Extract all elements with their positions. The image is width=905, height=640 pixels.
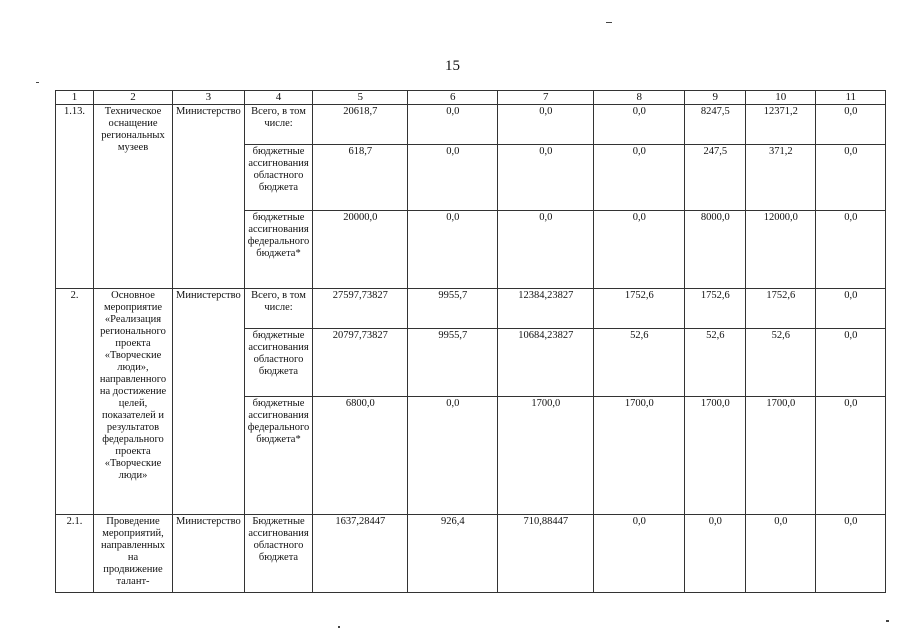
funding-source: бюджетные ассигнования федерального бюджета*	[244, 211, 313, 289]
value-cell: 0,0	[685, 515, 746, 593]
value-cell: 0,0	[498, 211, 594, 289]
value-cell: 1700,0	[594, 397, 685, 515]
page-number: 15	[445, 58, 460, 74]
value-cell: 618,7	[313, 145, 408, 211]
funding-source: бюджетные ассигнования областного бюджета	[244, 329, 313, 397]
value-cell: 0,0	[594, 515, 685, 593]
value-cell: 0,0	[816, 145, 886, 211]
value-cell: 0,0	[594, 145, 685, 211]
value-cell: 6800,0	[313, 397, 408, 515]
value-cell: 9955,7	[408, 329, 498, 397]
header-cell: 3	[173, 91, 245, 105]
value-cell: 8247,5	[685, 105, 746, 145]
value-cell: 12000,0	[746, 211, 816, 289]
header-cell: 7	[498, 91, 594, 105]
item-executor: Министерство	[173, 515, 245, 593]
item-number: 2.1.	[56, 515, 94, 593]
value-cell: 0,0	[594, 105, 685, 145]
value-cell: 1752,6	[746, 289, 816, 329]
header-cell: 11	[816, 91, 886, 105]
item-name: Проведение мероприятий, направленных на продвижение талант-	[94, 515, 173, 593]
value-cell: 247,5	[685, 145, 746, 211]
item-executor: Министерство	[173, 289, 245, 515]
value-cell: 12371,2	[746, 105, 816, 145]
funding-source: Всего, в том числе:	[244, 105, 313, 145]
value-cell: 0,0	[594, 211, 685, 289]
value-cell: 20000,0	[313, 211, 408, 289]
value-cell: 710,88447	[498, 515, 594, 593]
value-cell: 1700,0	[685, 397, 746, 515]
value-cell: 0,0	[746, 515, 816, 593]
funding-source: бюджетные ассигнования федерального бюджета*	[244, 397, 313, 515]
value-cell: 27597,73827	[313, 289, 408, 329]
funding-source: бюджетные ассигнования областного бюджета	[244, 145, 313, 211]
value-cell: 0,0	[816, 329, 886, 397]
header-cell: 1	[56, 91, 94, 105]
value-cell: 0,0	[408, 105, 498, 145]
value-cell: 9955,7	[408, 289, 498, 329]
value-cell: 0,0	[816, 515, 886, 593]
table-row	[56, 105, 886, 145]
value-cell: 52,6	[746, 329, 816, 397]
value-cell: 0,0	[816, 289, 886, 329]
value-cell: 0,0	[816, 105, 886, 145]
funding-source: Бюджетные ассигнования областного бюджета	[244, 515, 313, 593]
header-cell: 4	[244, 91, 313, 105]
value-cell: 0,0	[408, 211, 498, 289]
value-cell: 52,6	[685, 329, 746, 397]
value-cell: 12384,23827	[498, 289, 594, 329]
value-cell: 1752,6	[685, 289, 746, 329]
item-executor: Министерство	[173, 105, 245, 289]
value-cell: 371,2	[746, 145, 816, 211]
header-row	[56, 91, 886, 105]
value-cell: 0,0	[408, 397, 498, 515]
value-cell: 0,0	[498, 105, 594, 145]
value-cell: 0,0	[408, 145, 498, 211]
header-cell: 8	[594, 91, 685, 105]
value-cell: 20618,7	[313, 105, 408, 145]
header-cell: 10	[746, 91, 816, 105]
value-cell: 0,0	[816, 397, 886, 515]
item-name: Основное мероприятие «Реализация регионального проекта «Творческие люди», направленного на достижение целей, показателей и результатов федерального проекта «Творческие люди»	[94, 289, 173, 515]
value-cell: 0,0	[498, 145, 594, 211]
value-cell: 926,4	[408, 515, 498, 593]
value-cell: 1637,28447	[313, 515, 408, 593]
header-cell: 2	[94, 91, 173, 105]
value-cell: 1700,0	[498, 397, 594, 515]
value-cell: 1700,0	[746, 397, 816, 515]
value-cell: 1752,6	[594, 289, 685, 329]
item-number: 2.	[56, 289, 94, 515]
value-cell: 8000,0	[685, 211, 746, 289]
budget-table	[55, 90, 886, 593]
value-cell: 52,6	[594, 329, 685, 397]
scan-speck	[338, 626, 340, 628]
value-cell: 10684,23827	[498, 329, 594, 397]
header-cell: 5	[313, 91, 408, 105]
item-name: Техническое оснащение региональных музеев	[94, 105, 173, 289]
funding-source: Всего, в том числе:	[244, 289, 313, 329]
item-number: 1.13.	[56, 105, 94, 289]
header-cell: 9	[685, 91, 746, 105]
scan-speck	[886, 620, 889, 622]
header-cell: 6	[408, 91, 498, 105]
scan-speck	[606, 22, 612, 23]
value-cell: 20797,73827	[313, 329, 408, 397]
scan-speck	[36, 82, 39, 83]
table-row	[56, 515, 886, 593]
value-cell: 0,0	[816, 211, 886, 289]
table-row	[56, 289, 886, 329]
